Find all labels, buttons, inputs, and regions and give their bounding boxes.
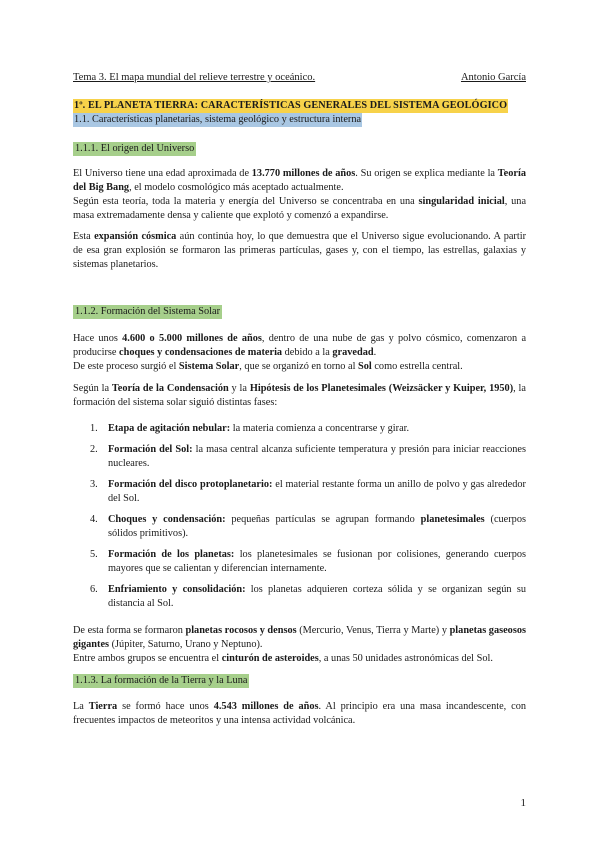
paragraph — [73, 624, 526, 652]
text-run: El Universo tiene una edad aproximada de — [73, 168, 252, 179]
list-number: 1. — [90, 423, 98, 434]
text-run: De este proceso surgió el — [73, 361, 179, 372]
paragraph — [73, 167, 526, 195]
text-run: la masa central alcanza suficiente temperatura y presión para iniciar reacciones nucleares. — [108, 444, 526, 469]
list-number: 6. — [90, 584, 98, 595]
heading-universe: 1.1.1. El origen del Universo — [75, 143, 195, 154]
paragraph — [73, 382, 526, 410]
text-run: debido a la — [282, 347, 333, 358]
text-run: La — [73, 701, 89, 712]
text-run: , el modelo cosmológico más aceptado actualmente. — [129, 182, 344, 193]
bold-text: 13.770 millones de años — [251, 168, 356, 179]
bold-text: gravedad — [332, 347, 374, 358]
bold-text: Hipótesis de los Planetesimales (Weizsäcker y Kuiper, 1950) — [249, 383, 514, 394]
text-run: . Al principio era una masa incandescente, con frecuentes impactos de meteoritos y una intensa actividad volcánica. — [73, 701, 527, 726]
text-run: Entre ambos grupos se encuentra el — [73, 653, 222, 664]
text-run: los planetesimales se fusionan por colisiones, generando cuerpos mayores que se calientan y diferencian internamente. — [108, 549, 527, 574]
text-run: se formó hace unos — [117, 701, 214, 712]
text-run: , a unas 50 unidades astronómicas del Sol. — [318, 653, 493, 664]
text-run: Esta — [73, 231, 95, 242]
bold-text: Teoría de la Condensación — [111, 383, 229, 394]
bold-text: Formación del disco protoplanetario: — [108, 479, 273, 490]
phase-item — [73, 422, 526, 436]
text-run: , que se organizó en torno al — [239, 361, 359, 372]
paragraph — [73, 230, 526, 272]
phase-item — [73, 443, 526, 471]
bold-text: planetas rocosos y densos — [185, 625, 297, 636]
text-run: como estrella central. — [371, 361, 463, 372]
text-run: (Júpiter, Saturno, Urano y Neptuno). — [109, 639, 263, 650]
phase-item — [73, 583, 526, 611]
bold-text: Formación de los planetas: — [108, 549, 235, 560]
text-run: , dentro de una nube de gas y polvo cósmico, comenzaron a producirse — [73, 333, 527, 358]
page-header — [73, 72, 526, 88]
text-run: . — [373, 347, 377, 358]
text-run: (cuerpos sólidos primitivos). — [108, 514, 526, 539]
bold-text: choques y condensaciones de materia — [119, 347, 283, 358]
text-run: y la — [228, 383, 250, 394]
phase-item — [73, 478, 526, 506]
bold-text: Teoría del Big Bang — [73, 168, 526, 193]
list-number: 3. — [90, 479, 98, 490]
text-run: Según esta teoría, toda la materia y energía del Universo se concentraba en una — [73, 196, 419, 207]
document-body — [73, 99, 526, 728]
list-number: 5. — [90, 549, 98, 560]
heading-1: 1º. EL PLANETA TIERRA: CARACTERÍSTICAS GENERALES DEL SISTEMA GEOLÓGICO — [74, 100, 508, 111]
text-run: pequeñas partículas se agrupan formando — [225, 514, 421, 525]
paragraph — [73, 700, 526, 728]
bold-text: Tierra — [88, 701, 118, 712]
bold-text: Sistema Solar — [178, 361, 240, 372]
heading-2: 1.1. Características planetarias, sistema geológico y estructura interna — [74, 114, 362, 125]
text-run: . Su origen se explica mediante la — [355, 168, 498, 179]
bold-text: 4.543 millones de años — [213, 701, 319, 712]
header-author: Antonio García — [460, 72, 526, 83]
text-run: Hace unos — [73, 333, 123, 344]
text-run: Según la — [73, 383, 112, 394]
paragraph — [73, 195, 526, 223]
list-number: 4. — [90, 514, 98, 525]
text-run: (Mercurio, Venus, Tierra y Marte) y — [296, 625, 450, 636]
paragraph — [73, 652, 526, 666]
bold-text: planetesimales — [420, 514, 485, 525]
text-run: los planetas adquieren corteza sólida y se organizan según su distancia al Sol. — [108, 584, 526, 609]
phase-item — [73, 548, 526, 576]
bold-text: Etapa de agitación nebular: — [108, 423, 231, 434]
bold-text: cinturón de asteroides — [221, 653, 319, 664]
header-title: Tema 3. El mapa mundial del relieve terrestre y oceánico. — [73, 72, 316, 83]
text-run: la materia comienza a concentrarse y girar. — [230, 423, 410, 434]
bold-text: 4.600 o 5.000 millones de años — [122, 333, 262, 344]
bold-text: Sol — [358, 361, 372, 372]
bold-text: Formación del Sol: — [108, 444, 193, 455]
bold-text: planetas gaseosos gigantes — [73, 625, 526, 650]
bold-text: expansión cósmica — [94, 231, 177, 242]
text-run: De esta forma se formaron — [73, 625, 186, 636]
paragraph — [73, 332, 526, 360]
paragraph — [73, 360, 526, 374]
text-run: aún continúa hoy, lo que demuestra que el Universo sigue evolucionando. A partir de esa gran explosión se formaron las primeras partículas, gases y, con el tiempo, las estrellas, galaxias y sistemas planetarios. — [73, 231, 526, 270]
bold-text: Enfriamiento y consolidación: — [108, 584, 246, 595]
text-run: , la formación del sistema solar siguió distintas fases: — [73, 383, 526, 408]
phase-item — [73, 513, 526, 541]
bold-text: singularidad inicial — [418, 196, 505, 207]
heading-solar-system: 1.1.2. Formación del Sistema Solar — [75, 306, 220, 317]
heading-earth-moon: 1.1.3. La formación de la Tierra y la Luna — [75, 675, 248, 686]
phases-list — [73, 422, 526, 611]
page-number: 1 — [520, 797, 526, 809]
text-run: , una masa extremadamente densa y caliente que explotó y comenzó a expandirse. — [73, 196, 527, 221]
bold-text: Choques y condensación: — [108, 514, 226, 525]
text-run: el material restante forma un anillo de polvo y gas alrededor del Sol. — [108, 479, 526, 504]
list-number: 2. — [90, 444, 98, 455]
